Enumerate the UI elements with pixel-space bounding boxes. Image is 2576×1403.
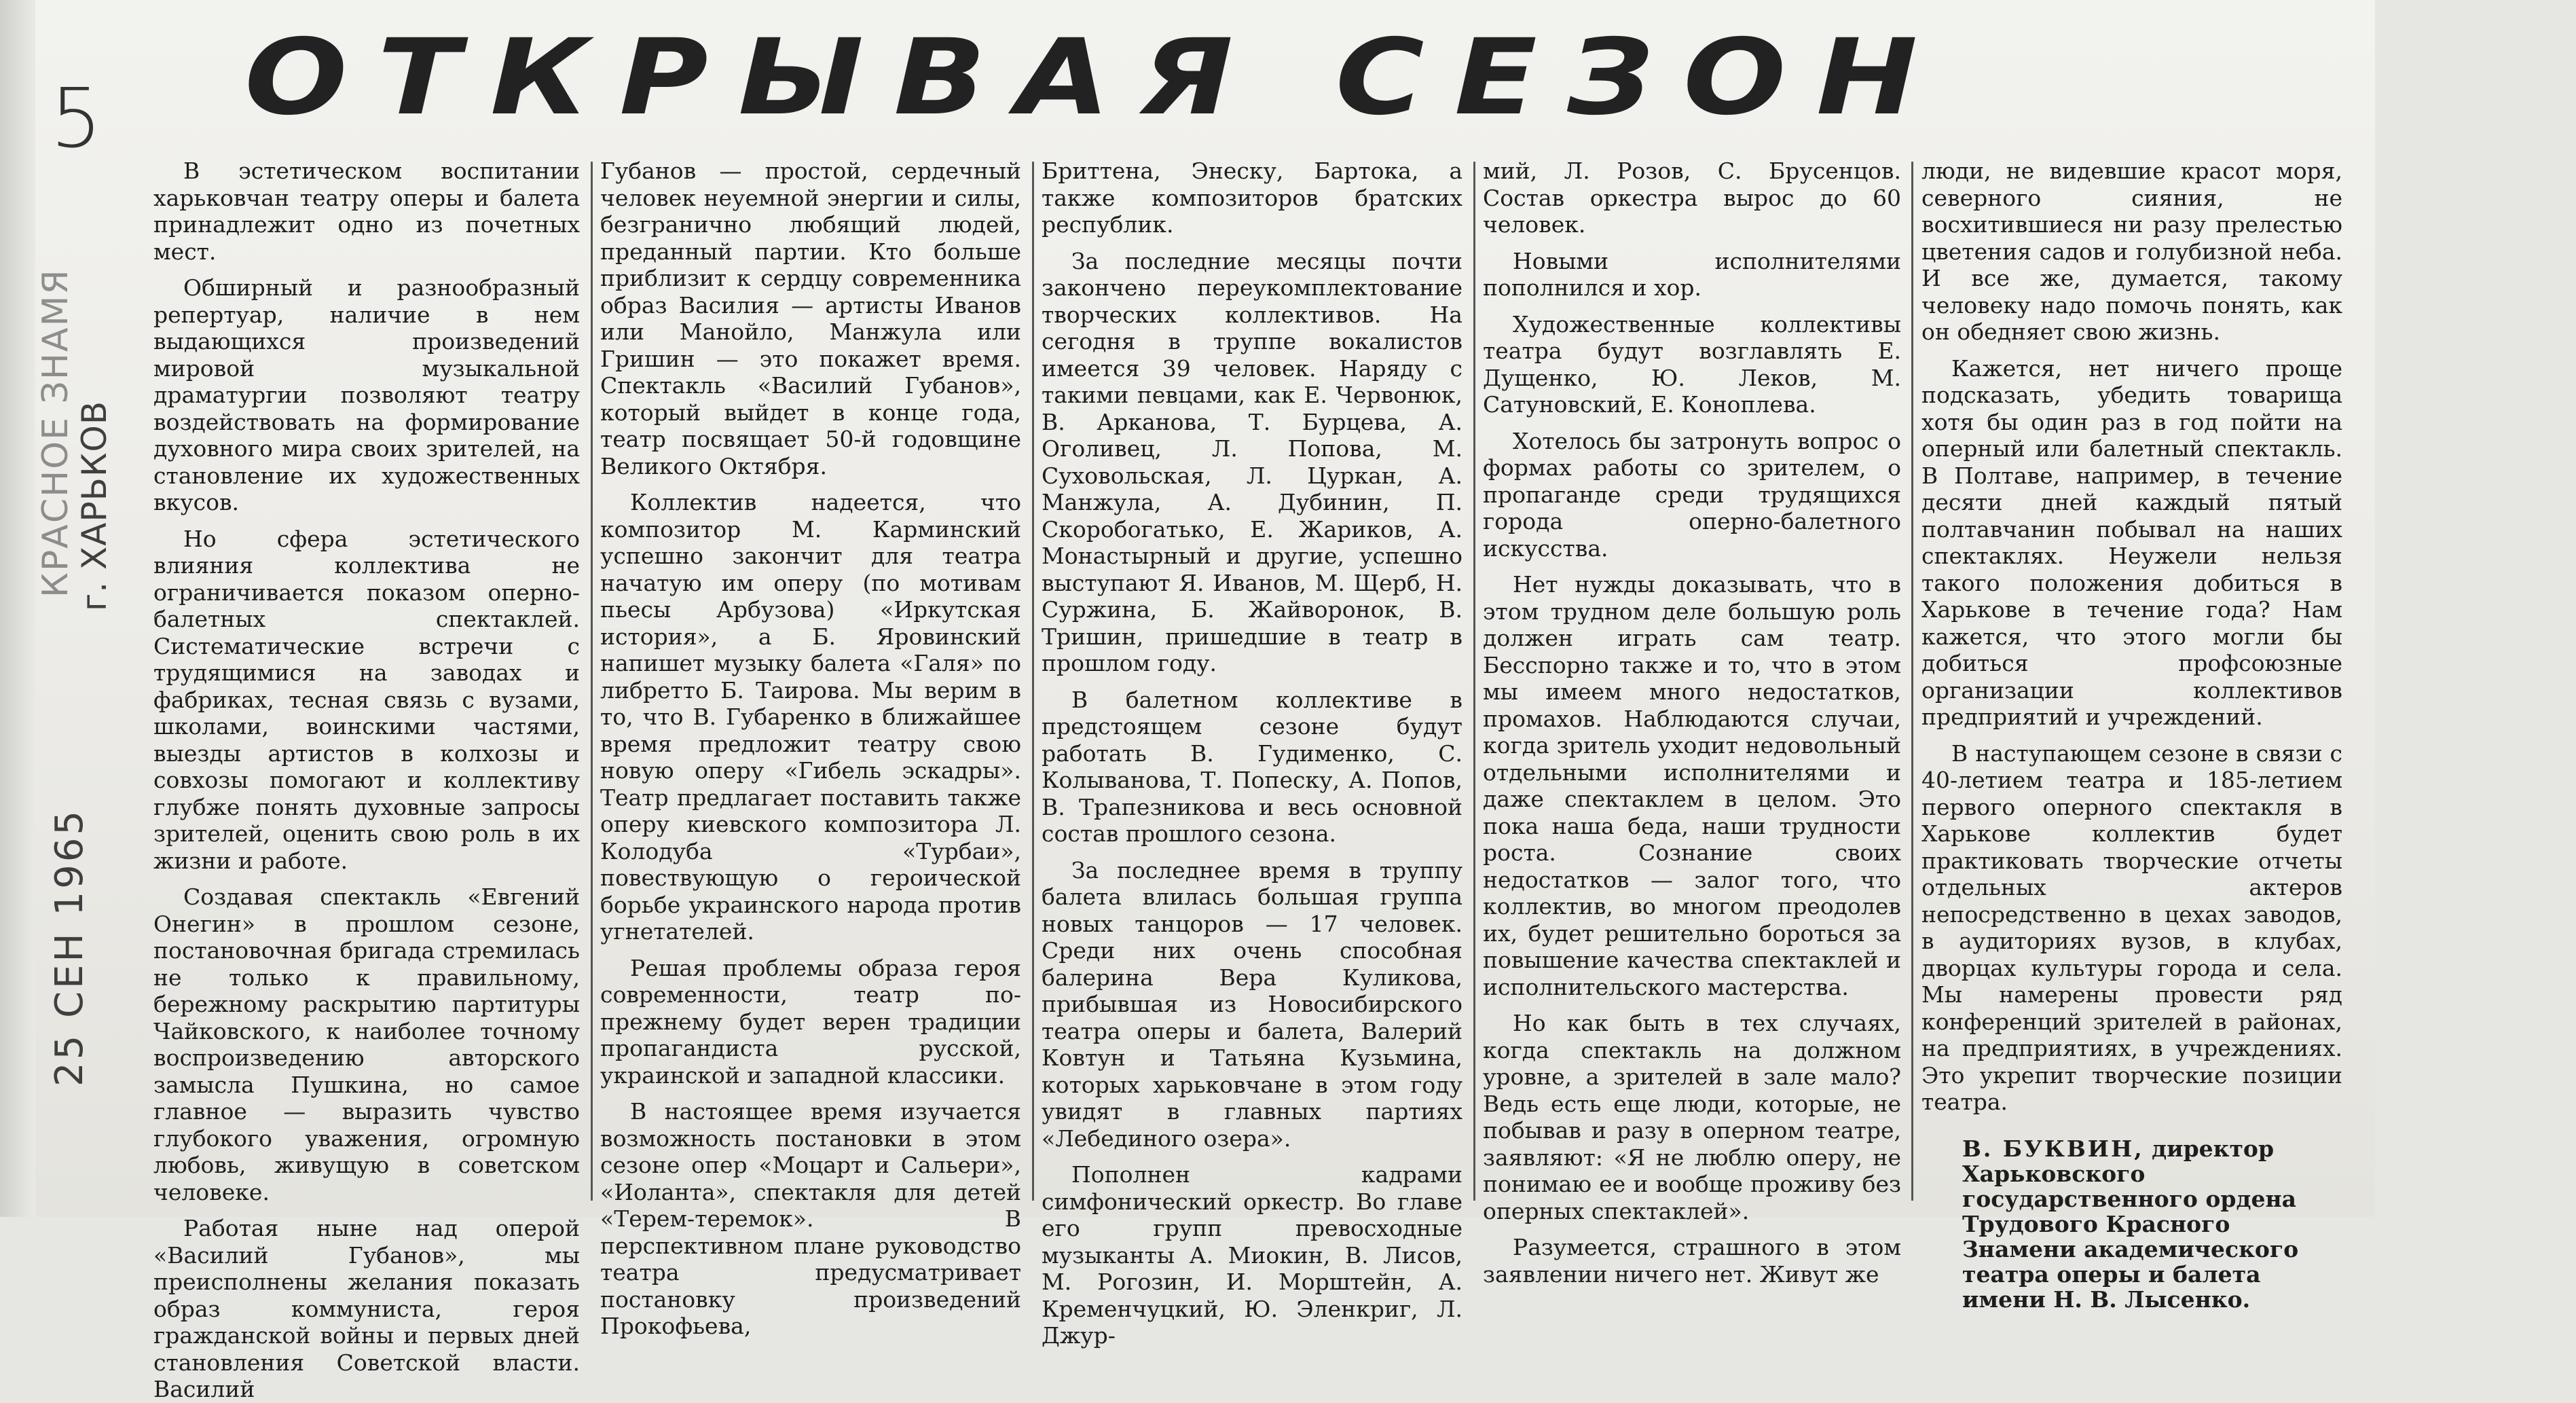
paragraph: Работая ныне над оперой «Василий Губанов», мы преисполнены желания показать образ коммуниста, героя гражданской войны и первых дней становления Советской власти. Василий [153, 1215, 580, 1402]
archive-number: 5 [50, 72, 103, 166]
page-fold [0, 0, 35, 1217]
column-rule [591, 162, 593, 1201]
article-column-2 [600, 158, 1021, 1339]
author-signature [1921, 1136, 2342, 1312]
article-column-4 [1483, 158, 1901, 1288]
paragraph: Создавая спектакль «Евгений Онегин» в прошлом сезоне, постановочная бригада стремилась не только к правильному, бережному раскрытию партитуры Чайковского, к наиболее точному воспроизведению авторского замысла Пушкина, но самое главное — выразить чувство глубокого уважения, огромную любовь, живущую в советском человеке. [153, 883, 580, 1205]
paragraph: Разумеется, страшного в этом заявлении ничего нет. Живут же [1483, 1234, 1901, 1288]
paragraph: люди, не видевшие красот моря, северного сияния, не восхитившиеся ни разу прелестью цветения садов и голубизной неба. И все же, думается, такому человеку надо помочь понять, как он обедняет свою жизнь. [1921, 158, 2342, 345]
paragraph: Но как быть в тех случаях, когда спектакль на должном уровне, а зрителей в зале мало? Ведь есть еще люди, которые, не побывав и разу в оперном театре, заявляют: «Я не люблю оперу, не понимаю ее и вообще проживу без оперных спектаклей». [1483, 1010, 1901, 1224]
article-column-1 [153, 158, 580, 1402]
article-column-5 [1921, 158, 2342, 1313]
author-title: директор Харьковского государственного ордена Трудового Красного Знамени академического театра оперы и балета имени Н. В. Лысенко. [1962, 1135, 2299, 1313]
column-rule [1473, 162, 1475, 1201]
paragraph: мий, Л. Розов, С. Брусенцов. Состав оркестра вырос до 60 человек. [1483, 158, 1901, 238]
city-stamp: г. ХАРЬКОВ [75, 400, 114, 611]
source-stamp: КРАСНОЕ ЗНАМЯ [35, 268, 76, 598]
paragraph: В настоящее время изучается возможность постановки в этом сезоне опер «Моцарт и Сальери», «Иоланта», спектакля для детей «Терем-теремок». В перспективном плане руководство театра предусматривает постановку произведений Прокофьева, [600, 1098, 1021, 1339]
paragraph: Нет нужды доказывать, что в этом трудном деле большую роль должен играть сам театр. Бесспорно также и то, что в этом мы имеем много недостатков, промахов. Наблюдаются случаи, когда зритель уходит недовольный отдельными исполнителями и даже спектаклем в целом. Это пока наша беда, наши трудности роста. Сознание своих недостатков — залог того, что коллектив, во многом преодолев их, будет решительно бороться за повышение качества спектаклей и исполнительского мастерства. [1483, 571, 1901, 1000]
paragraph: Пополнен кадрами симфонический оркестр. Во главе его групп превосходные музыканты А. Миокин, В. Лисов, М. Рогозин, И. Морштейн, А. Кременчуцкий, Ю. Эленкриг, Л. Джур- [1042, 1161, 1462, 1349]
article-headline: ОТКРЫВАЯ СЕЗОН [244, 17, 1948, 139]
paragraph: За последнее время в труппу балета влилась большая группа новых танцоров — 17 человек. Среди них очень способная балерина Вера Куликова, прибывшая из Новосибирского театра оперы и балета, Валерий Ковтун и Татьяна Кузьмина, которых харьковчане в этом году увидят в главных партиях «Лебединого озера». [1042, 856, 1462, 1152]
date-stamp: 25 СЕН 1965 [48, 808, 92, 1087]
paragraph: Решая проблемы образа героя современности, театр по-прежнему будет верен традиции пропагандиста русской, украинской и западной классики. [600, 954, 1021, 1089]
paragraph: В наступающем сезоне в связи с 40-летием театра и 185-летием первого оперного спектакля в Харькове коллектив будет практиковать творческие отчеты отдельных актеров непосредственно в цехах заводов, в аудиториях вузов, в клубах, дворцах культуры города и села. Мы намерены провести ряд конференций зрителей в районах, на предприятиях, в учреждениях. Это укрепит творческие позиции театра. [1921, 740, 2342, 1115]
column-rule [1911, 162, 1913, 1201]
paragraph: В балетном коллективе в предстоящем сезоне будут работать В. Гудименко, С. Колыванова, Т. Попеску, А. Попов, В. Трапезникова и весь основной состав прошлого сезона. [1042, 686, 1462, 847]
paragraph: Бриттена, Энеску, Бартока, а также композиторов братских республик. [1042, 158, 1462, 238]
article-column-3 [1042, 158, 1462, 1349]
paragraph: Художественные коллективы театра будут возглавлять Е. Дущенко, Ю. Леков, М. Сатуновский, Е. Коноплева. [1483, 310, 1901, 418]
paragraph: За последние месяцы почти закончено переукомплектование творческих коллективов. На сегодня в труппе вокалистов имеется 39 человек. Наряду с такими певцами, как Е. Червонюк, В. Арканова, Т. Бурцева, А. Оголивец, Л. Попова, М. Суховольская, Л. Цуркан, А. Манжула, А. Дубинин, П. Скоробогатько, Е. Жариков, А. Монастырный и другие, успешно выступают Я. Иванов, М. Щерб, Н. Суржина, Б. Жайворонок, В. Тришин, пришедшие в театр в прошлом году. [1042, 247, 1462, 676]
paragraph: Коллектив надеется, что композитор М. Карминский успешно закончит для театра начатую им оперу (по мотивам пьесы Арбузова) «Иркутская история», а Б. Яровинский напишет музыку балета «Галя» по либретто Б. Таирова. Мы верим в то, что В. Губаренко в ближайшее время предложит театру свою новую оперу «Гибель эскадры». Театр предлагает поставить также оперу киевского композитора Л. Колодуба «Турбаи», повествующую о героической борьбе украинского народа против угнетателей. [600, 489, 1021, 945]
paragraph: Хотелось бы затронуть вопрос о формах работы со зрителем, о пропаганде среди трудящихся города оперно-балетного искусства. [1483, 427, 1901, 562]
paragraph: Губанов — простой, сердечный человек неуемной энергии и силы, безгранично любящий людей, преданный партии. Кто больше приблизит к сердцу современника образ Василия — артисты Иванов или Манойло, Манжула или Гришин — это покажет время. Спектакль «Василий Губанов», который выйдет в конце года, театр посвящает 50-й годовщине Великого Октября. [600, 158, 1021, 479]
column-rule [1032, 162, 1034, 1201]
paragraph: Новыми исполнителями пополнился и хор. [1483, 247, 1901, 301]
paragraph: Кажется, нет ничего проще подсказать, убедить товарища хотя бы один раз в год пойти на оперный или балетный спектакль. В Полтаве, например, в течение десяти дней каждый пятый полтавчанин побывал на наших спектаклях. Неужели нельзя такого положения добиться в Харькове в течение года? Нам кажется, что этого могли бы добиться профсоюзные организации коллективов предприятий и учреждений. [1921, 354, 2342, 730]
paragraph: Обширный и разнообразный репертуар, наличие в нем выдающихся произведений мировой музыкальной драматургии позволяют театру воздействовать на формирование духовного мира своих зрителей, на становление их художественных вкусов. [153, 274, 580, 515]
paragraph: Но сфера эстетического влияния коллектива не ограничивается показом оперно-балетных спектаклей. Систематические встречи с трудящимися на заводах и фабриках, тесная связь с вузами, школами, воинскими частями, выезды артистов в колхозы и совхозы помогают и коллективу глубже понять духовные запросы зрителей, оценить свою роль в их жизни и работе. [153, 525, 580, 874]
author-name: В. БУКВИН, [1962, 1135, 2144, 1162]
paragraph: В эстетическом воспитании харьковчан театру оперы и балета принадлежит одно из почетных мест. [153, 158, 580, 265]
